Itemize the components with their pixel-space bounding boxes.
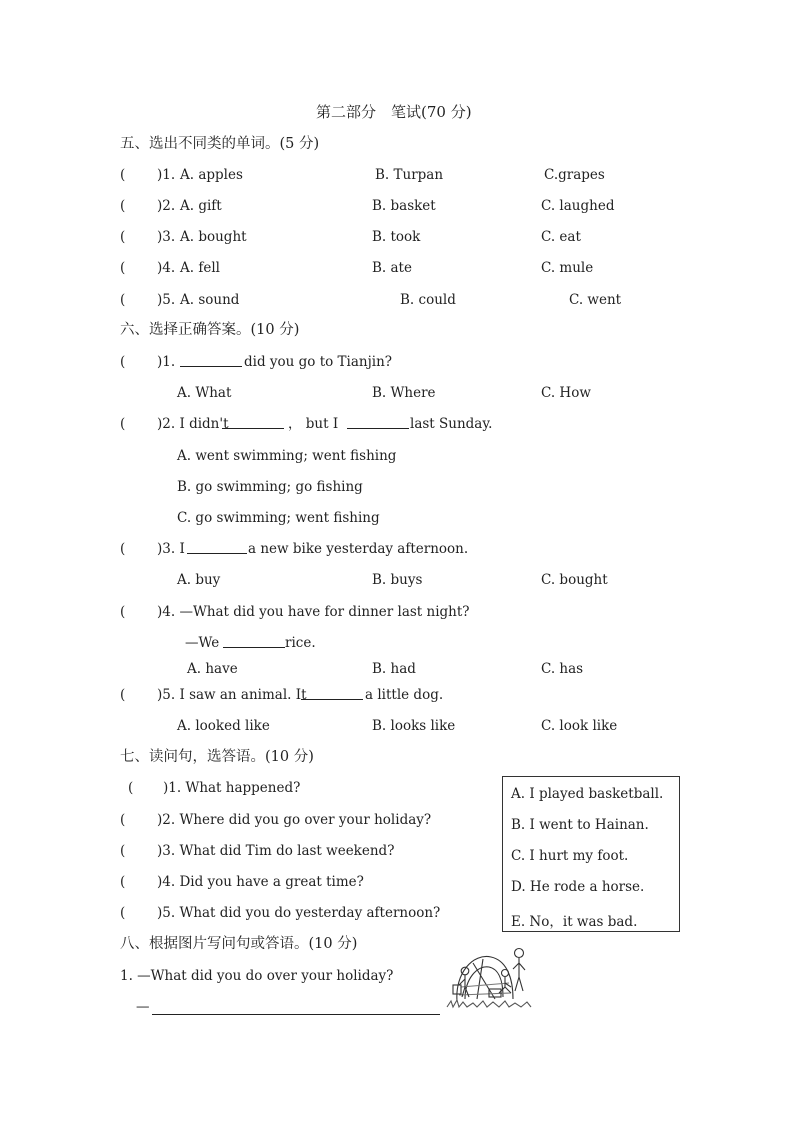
item-number: )5.: [157, 292, 176, 308]
option-c: C. How: [541, 385, 591, 401]
option-c: C. go swimming; went fishing: [177, 510, 380, 526]
paren-open: (: [120, 905, 126, 921]
question-text: )3. What did Tim do last weekend?: [157, 843, 395, 859]
question-text: a new bike yesterday afternoon.: [248, 541, 469, 557]
paren-open: (: [120, 541, 126, 557]
paren-open: (: [120, 198, 126, 214]
paren-open: (: [128, 780, 134, 796]
option-a: A. went swimming; went fishing: [177, 448, 397, 464]
option-a: A. gift: [180, 198, 222, 214]
option-b: B. Where: [372, 385, 436, 401]
question-number: )3. I: [157, 541, 185, 557]
paren-open: (: [120, 260, 126, 276]
question-text: a little dog.: [365, 687, 444, 703]
paren-open: (: [120, 229, 126, 245]
answer-blank[interactable]: [180, 354, 242, 367]
section-7-heading: 七、读问句，选答语。(10 分): [120, 749, 314, 765]
section-8-heading: 八、根据图片写问句或答语。(10 分): [120, 936, 358, 952]
option-a: A. fell: [180, 260, 220, 276]
option-a: A. buy: [177, 572, 221, 588]
section-8-question-1: 1. —What did you do over your holiday?: [120, 968, 394, 984]
answer-blank[interactable]: [187, 541, 247, 554]
option-c: C. mule: [541, 260, 594, 276]
option-c: C. has: [541, 661, 584, 677]
section-6-heading: 六、选择正确答案。(10 分): [120, 322, 300, 338]
paren-open: (: [120, 843, 126, 859]
paren-open: (: [120, 292, 126, 308]
paren-open: (: [120, 604, 126, 620]
question-number: )5. I saw an animal. It: [157, 687, 307, 703]
question-number: )1.: [157, 354, 176, 370]
option-b: B. took: [372, 229, 421, 245]
option-b: B. could: [400, 292, 456, 308]
question-text: ， but I: [288, 416, 339, 432]
option-a: A. bought: [180, 229, 247, 245]
answer-option: A. I played basketball.: [511, 786, 664, 802]
item-number: )1.: [157, 167, 176, 183]
answer-dash: —: [136, 999, 150, 1015]
option-b: B. go swimming; go fishing: [177, 479, 363, 495]
question-text: )5. What did you do yesterday afternoon?: [157, 905, 441, 921]
answer-option: E. No，it was bad.: [511, 914, 638, 930]
paren-open: (: [120, 812, 126, 828]
answer-blank[interactable]: [301, 687, 363, 700]
option-c: C. bought: [541, 572, 608, 588]
item-number: )4.: [157, 260, 176, 276]
option-c: C. went: [569, 292, 622, 308]
answer-blank[interactable]: [222, 416, 284, 429]
option-a: A. have: [187, 661, 238, 677]
page-title: 第二部分 笔试(70 分): [316, 103, 472, 121]
answer-options-box: [502, 776, 680, 932]
paren-open: (: [120, 167, 126, 183]
item-number: )2.: [157, 198, 176, 214]
option-c: C. eat: [541, 229, 581, 245]
option-b: B. Turpan: [375, 167, 444, 183]
option-c: C.grapes: [544, 167, 605, 183]
option-a: A. What: [177, 385, 232, 401]
option-a: A. looked like: [177, 718, 270, 734]
reply-text: —We: [185, 635, 220, 651]
answer-blank[interactable]: [223, 635, 285, 648]
question-text: )1. What happened?: [163, 780, 301, 796]
answer-option: C. I hurt my foot.: [511, 848, 629, 864]
item-number: )3.: [157, 229, 176, 245]
question-text: last Sunday.: [410, 416, 493, 432]
option-b: B. basket: [372, 198, 436, 214]
answer-option: B. I went to Hainan.: [511, 817, 649, 833]
option-c: C. laughed: [541, 198, 615, 214]
paren-open: (: [120, 354, 126, 370]
option-b: B. buys: [372, 572, 423, 588]
reply-text: rice.: [285, 635, 316, 651]
option-b: B. had: [372, 661, 416, 677]
camping-family-illustration: [443, 943, 535, 1011]
question-number: )4. —What did you have for dinner last night?: [157, 604, 470, 620]
option-a: A. sound: [180, 292, 240, 308]
option-c: C. look like: [541, 718, 618, 734]
paren-open: (: [120, 874, 126, 890]
question-text: did you go to Tianjin?: [244, 354, 393, 370]
paren-open: (: [120, 687, 126, 703]
answer-line[interactable]: [152, 1014, 440, 1015]
question-text: )2. Where did you go over your holiday?: [157, 812, 432, 828]
paren-open: (: [120, 416, 126, 432]
option-a: A. apples: [180, 167, 243, 183]
option-b: B. ate: [372, 260, 412, 276]
question-number: )2. I didn't: [157, 416, 229, 432]
answer-blank[interactable]: [347, 416, 409, 429]
question-text: )4. Did you have a great time?: [157, 874, 364, 890]
answer-option: D. He rode a horse.: [511, 879, 645, 895]
section-5-heading: 五、选出不同类的单词。(5 分): [120, 136, 320, 152]
option-b: B. looks like: [372, 718, 456, 734]
